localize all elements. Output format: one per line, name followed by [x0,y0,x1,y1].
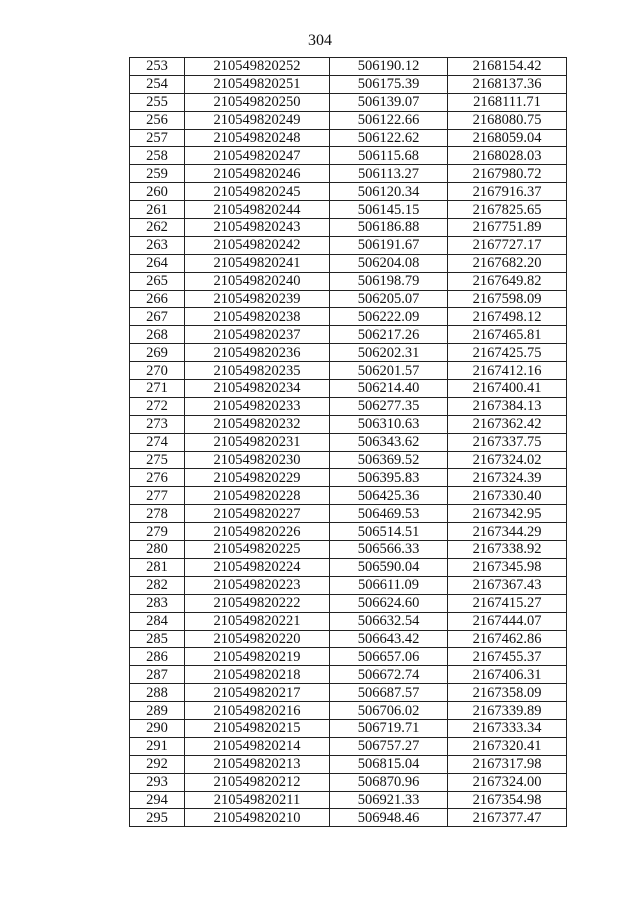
point-number-cell: 264 [130,254,185,272]
table-row [130,648,567,666]
table-row [130,344,567,362]
table-row [130,58,567,76]
y-coordinate-cell: 2167825.65 [448,201,567,219]
point-id-cell: 210549820212 [185,773,330,791]
table-row [130,558,567,576]
point-number-cell: 283 [130,594,185,612]
x-coordinate-cell: 506205.07 [330,290,448,308]
point-number-cell: 267 [130,308,185,326]
x-coordinate-cell: 506643.42 [330,630,448,648]
x-coordinate-cell: 506201.57 [330,362,448,380]
table-row [130,684,567,702]
table-row [130,666,567,684]
point-number-cell: 258 [130,147,185,165]
table-row [130,397,567,415]
point-number-cell: 262 [130,219,185,237]
y-coordinate-cell: 2167337.75 [448,433,567,451]
point-id-cell: 210549820213 [185,755,330,773]
y-coordinate-cell: 2168111.71 [448,93,567,111]
x-coordinate-cell: 506115.68 [330,147,448,165]
point-number-cell: 287 [130,666,185,684]
point-number-cell: 294 [130,791,185,809]
x-coordinate-cell: 506139.07 [330,93,448,111]
point-id-cell: 210549820226 [185,523,330,541]
x-coordinate-cell: 506514.51 [330,523,448,541]
x-coordinate-cell: 506198.79 [330,272,448,290]
x-coordinate-cell: 506425.36 [330,487,448,505]
y-coordinate-cell: 2167324.00 [448,773,567,791]
y-coordinate-cell: 2167751.89 [448,219,567,237]
x-coordinate-cell: 506122.66 [330,111,448,129]
y-coordinate-cell: 2167425.75 [448,344,567,362]
point-number-cell: 266 [130,290,185,308]
point-id-cell: 210549820224 [185,558,330,576]
point-number-cell: 260 [130,183,185,201]
y-coordinate-cell: 2167354.98 [448,791,567,809]
table-row [130,612,567,630]
y-coordinate-cell: 2167362.42 [448,415,567,433]
table-row [130,219,567,237]
y-coordinate-cell: 2167916.37 [448,183,567,201]
point-id-cell: 210549820246 [185,165,330,183]
x-coordinate-cell: 506590.04 [330,558,448,576]
point-number-cell: 286 [130,648,185,666]
x-coordinate-cell: 506469.53 [330,505,448,523]
point-number-cell: 270 [130,362,185,380]
x-coordinate-cell: 506186.88 [330,219,448,237]
table-row [130,755,567,773]
point-id-cell: 210549820245 [185,183,330,201]
x-coordinate-cell: 506706.02 [330,702,448,720]
x-coordinate-cell: 506948.46 [330,809,448,827]
point-number-cell: 279 [130,523,185,541]
y-coordinate-cell: 2168137.36 [448,75,567,93]
table-row [130,326,567,344]
table-row [130,630,567,648]
point-id-cell: 210549820238 [185,308,330,326]
y-coordinate-cell: 2167682.20 [448,254,567,272]
x-coordinate-cell: 506566.33 [330,541,448,559]
x-coordinate-cell: 506277.35 [330,397,448,415]
point-number-cell: 284 [130,612,185,630]
table-row [130,737,567,755]
point-number-cell: 277 [130,487,185,505]
table-row [130,469,567,487]
point-id-cell: 210549820243 [185,219,330,237]
point-number-cell: 275 [130,451,185,469]
y-coordinate-cell: 2167455.37 [448,648,567,666]
y-coordinate-cell: 2167377.47 [448,809,567,827]
point-id-cell: 210549820235 [185,362,330,380]
table-row [130,380,567,398]
point-number-cell: 295 [130,809,185,827]
point-number-cell: 253 [130,58,185,76]
y-coordinate-cell: 2167498.12 [448,308,567,326]
point-id-cell: 210549820223 [185,576,330,594]
table-row [130,415,567,433]
point-number-cell: 285 [130,630,185,648]
x-coordinate-cell: 506921.33 [330,791,448,809]
y-coordinate-cell: 2167465.81 [448,326,567,344]
x-coordinate-cell: 506815.04 [330,755,448,773]
table-row [130,487,567,505]
y-coordinate-cell: 2167342.95 [448,505,567,523]
x-coordinate-cell: 506175.39 [330,75,448,93]
x-coordinate-cell: 506113.27 [330,165,448,183]
y-coordinate-cell: 2167333.34 [448,719,567,737]
point-id-cell: 210549820211 [185,791,330,809]
point-id-cell: 210549820220 [185,630,330,648]
point-id-cell: 210549820239 [185,290,330,308]
point-id-cell: 210549820222 [185,594,330,612]
y-coordinate-cell: 2167345.98 [448,558,567,576]
x-coordinate-cell: 506204.08 [330,254,448,272]
table-row [130,505,567,523]
x-coordinate-cell: 506217.26 [330,326,448,344]
x-coordinate-cell: 506222.09 [330,308,448,326]
x-coordinate-cell: 506145.15 [330,201,448,219]
point-id-cell: 210549820252 [185,58,330,76]
table-row [130,433,567,451]
point-number-cell: 269 [130,344,185,362]
x-coordinate-cell: 506214.40 [330,380,448,398]
y-coordinate-cell: 2167367.43 [448,576,567,594]
point-id-cell: 210549820248 [185,129,330,147]
point-number-cell: 291 [130,737,185,755]
table-row [130,183,567,201]
y-coordinate-cell: 2167400.41 [448,380,567,398]
table-row [130,523,567,541]
table-row [130,165,567,183]
y-coordinate-cell: 2167444.07 [448,612,567,630]
y-coordinate-cell: 2167980.72 [448,165,567,183]
point-id-cell: 210549820215 [185,719,330,737]
y-coordinate-cell: 2167344.29 [448,523,567,541]
point-number-cell: 274 [130,433,185,451]
x-coordinate-cell: 506343.62 [330,433,448,451]
x-coordinate-cell: 506310.63 [330,415,448,433]
coordinates-table-body [130,58,567,827]
point-id-cell: 210549820219 [185,648,330,666]
page-number: 304 [308,32,332,49]
point-id-cell: 210549820214 [185,737,330,755]
point-number-cell: 268 [130,326,185,344]
x-coordinate-cell: 506191.67 [330,236,448,254]
point-number-cell: 276 [130,469,185,487]
y-coordinate-cell: 2168028.03 [448,147,567,165]
x-coordinate-cell: 506369.52 [330,451,448,469]
point-number-cell: 289 [130,702,185,720]
x-coordinate-cell: 506611.09 [330,576,448,594]
table-row [130,236,567,254]
point-id-cell: 210549820229 [185,469,330,487]
point-id-cell: 210549820230 [185,451,330,469]
x-coordinate-cell: 506122.62 [330,129,448,147]
point-number-cell: 271 [130,380,185,398]
y-coordinate-cell: 2168080.75 [448,111,567,129]
y-coordinate-cell: 2168059.04 [448,129,567,147]
point-id-cell: 210549820231 [185,433,330,451]
table-row [130,111,567,129]
table-row [130,201,567,219]
y-coordinate-cell: 2167649.82 [448,272,567,290]
point-id-cell: 210549820250 [185,93,330,111]
table-row [130,594,567,612]
point-number-cell: 255 [130,93,185,111]
table-row [130,75,567,93]
point-id-cell: 210549820236 [185,344,330,362]
point-number-cell: 281 [130,558,185,576]
table-row [130,809,567,827]
y-coordinate-cell: 2167324.39 [448,469,567,487]
y-coordinate-cell: 2168154.42 [448,58,567,76]
x-coordinate-cell: 506395.83 [330,469,448,487]
y-coordinate-cell: 2167727.17 [448,236,567,254]
point-id-cell: 210549820242 [185,236,330,254]
table-row [130,541,567,559]
point-id-cell: 210549820218 [185,666,330,684]
y-coordinate-cell: 2167406.31 [448,666,567,684]
x-coordinate-cell: 506870.96 [330,773,448,791]
point-id-cell: 210549820237 [185,326,330,344]
point-id-cell: 210549820217 [185,684,330,702]
point-number-cell: 272 [130,397,185,415]
table-row [130,93,567,111]
point-number-cell: 293 [130,773,185,791]
point-number-cell: 292 [130,755,185,773]
y-coordinate-cell: 2167320.41 [448,737,567,755]
y-coordinate-cell: 2167324.02 [448,451,567,469]
table-row [130,791,567,809]
table-row [130,719,567,737]
x-coordinate-cell: 506190.12 [330,58,448,76]
point-number-cell: 259 [130,165,185,183]
point-id-cell: 210549820228 [185,487,330,505]
x-coordinate-cell: 506757.27 [330,737,448,755]
y-coordinate-cell: 2167358.09 [448,684,567,702]
point-id-cell: 210549820233 [185,397,330,415]
table-row [130,272,567,290]
point-number-cell: 256 [130,111,185,129]
point-number-cell: 280 [130,541,185,559]
table-row [130,147,567,165]
y-coordinate-cell: 2167415.27 [448,594,567,612]
point-number-cell: 290 [130,719,185,737]
point-number-cell: 273 [130,415,185,433]
table-row [130,451,567,469]
x-coordinate-cell: 506687.57 [330,684,448,702]
y-coordinate-cell: 2167339.89 [448,702,567,720]
point-number-cell: 278 [130,505,185,523]
point-id-cell: 210549820227 [185,505,330,523]
x-coordinate-cell: 506202.31 [330,344,448,362]
point-number-cell: 254 [130,75,185,93]
point-id-cell: 210549820241 [185,254,330,272]
x-coordinate-cell: 506120.34 [330,183,448,201]
point-number-cell: 288 [130,684,185,702]
point-id-cell: 210549820240 [185,272,330,290]
table-row [130,290,567,308]
point-id-cell: 210549820225 [185,541,330,559]
point-number-cell: 265 [130,272,185,290]
table-row [130,254,567,272]
table-row [130,308,567,326]
table-row [130,576,567,594]
y-coordinate-cell: 2167598.09 [448,290,567,308]
point-number-cell: 261 [130,201,185,219]
point-id-cell: 210549820221 [185,612,330,630]
table-row [130,773,567,791]
x-coordinate-cell: 506657.06 [330,648,448,666]
x-coordinate-cell: 506719.71 [330,719,448,737]
point-id-cell: 210549820216 [185,702,330,720]
point-id-cell: 210549820244 [185,201,330,219]
y-coordinate-cell: 2167338.92 [448,541,567,559]
point-id-cell: 210549820210 [185,809,330,827]
x-coordinate-cell: 506672.74 [330,666,448,684]
point-id-cell: 210549820232 [185,415,330,433]
y-coordinate-cell: 2167330.40 [448,487,567,505]
point-number-cell: 263 [130,236,185,254]
x-coordinate-cell: 506624.60 [330,594,448,612]
table-row [130,362,567,380]
point-number-cell: 282 [130,576,185,594]
y-coordinate-cell: 2167462.86 [448,630,567,648]
point-number-cell: 257 [130,129,185,147]
x-coordinate-cell: 506632.54 [330,612,448,630]
table-row [130,702,567,720]
point-id-cell: 210549820249 [185,111,330,129]
table-row [130,129,567,147]
point-id-cell: 210549820251 [185,75,330,93]
y-coordinate-cell: 2167317.98 [448,755,567,773]
y-coordinate-cell: 2167412.16 [448,362,567,380]
coordinates-table [129,57,567,827]
y-coordinate-cell: 2167384.13 [448,397,567,415]
point-id-cell: 210549820234 [185,380,330,398]
point-id-cell: 210549820247 [185,147,330,165]
